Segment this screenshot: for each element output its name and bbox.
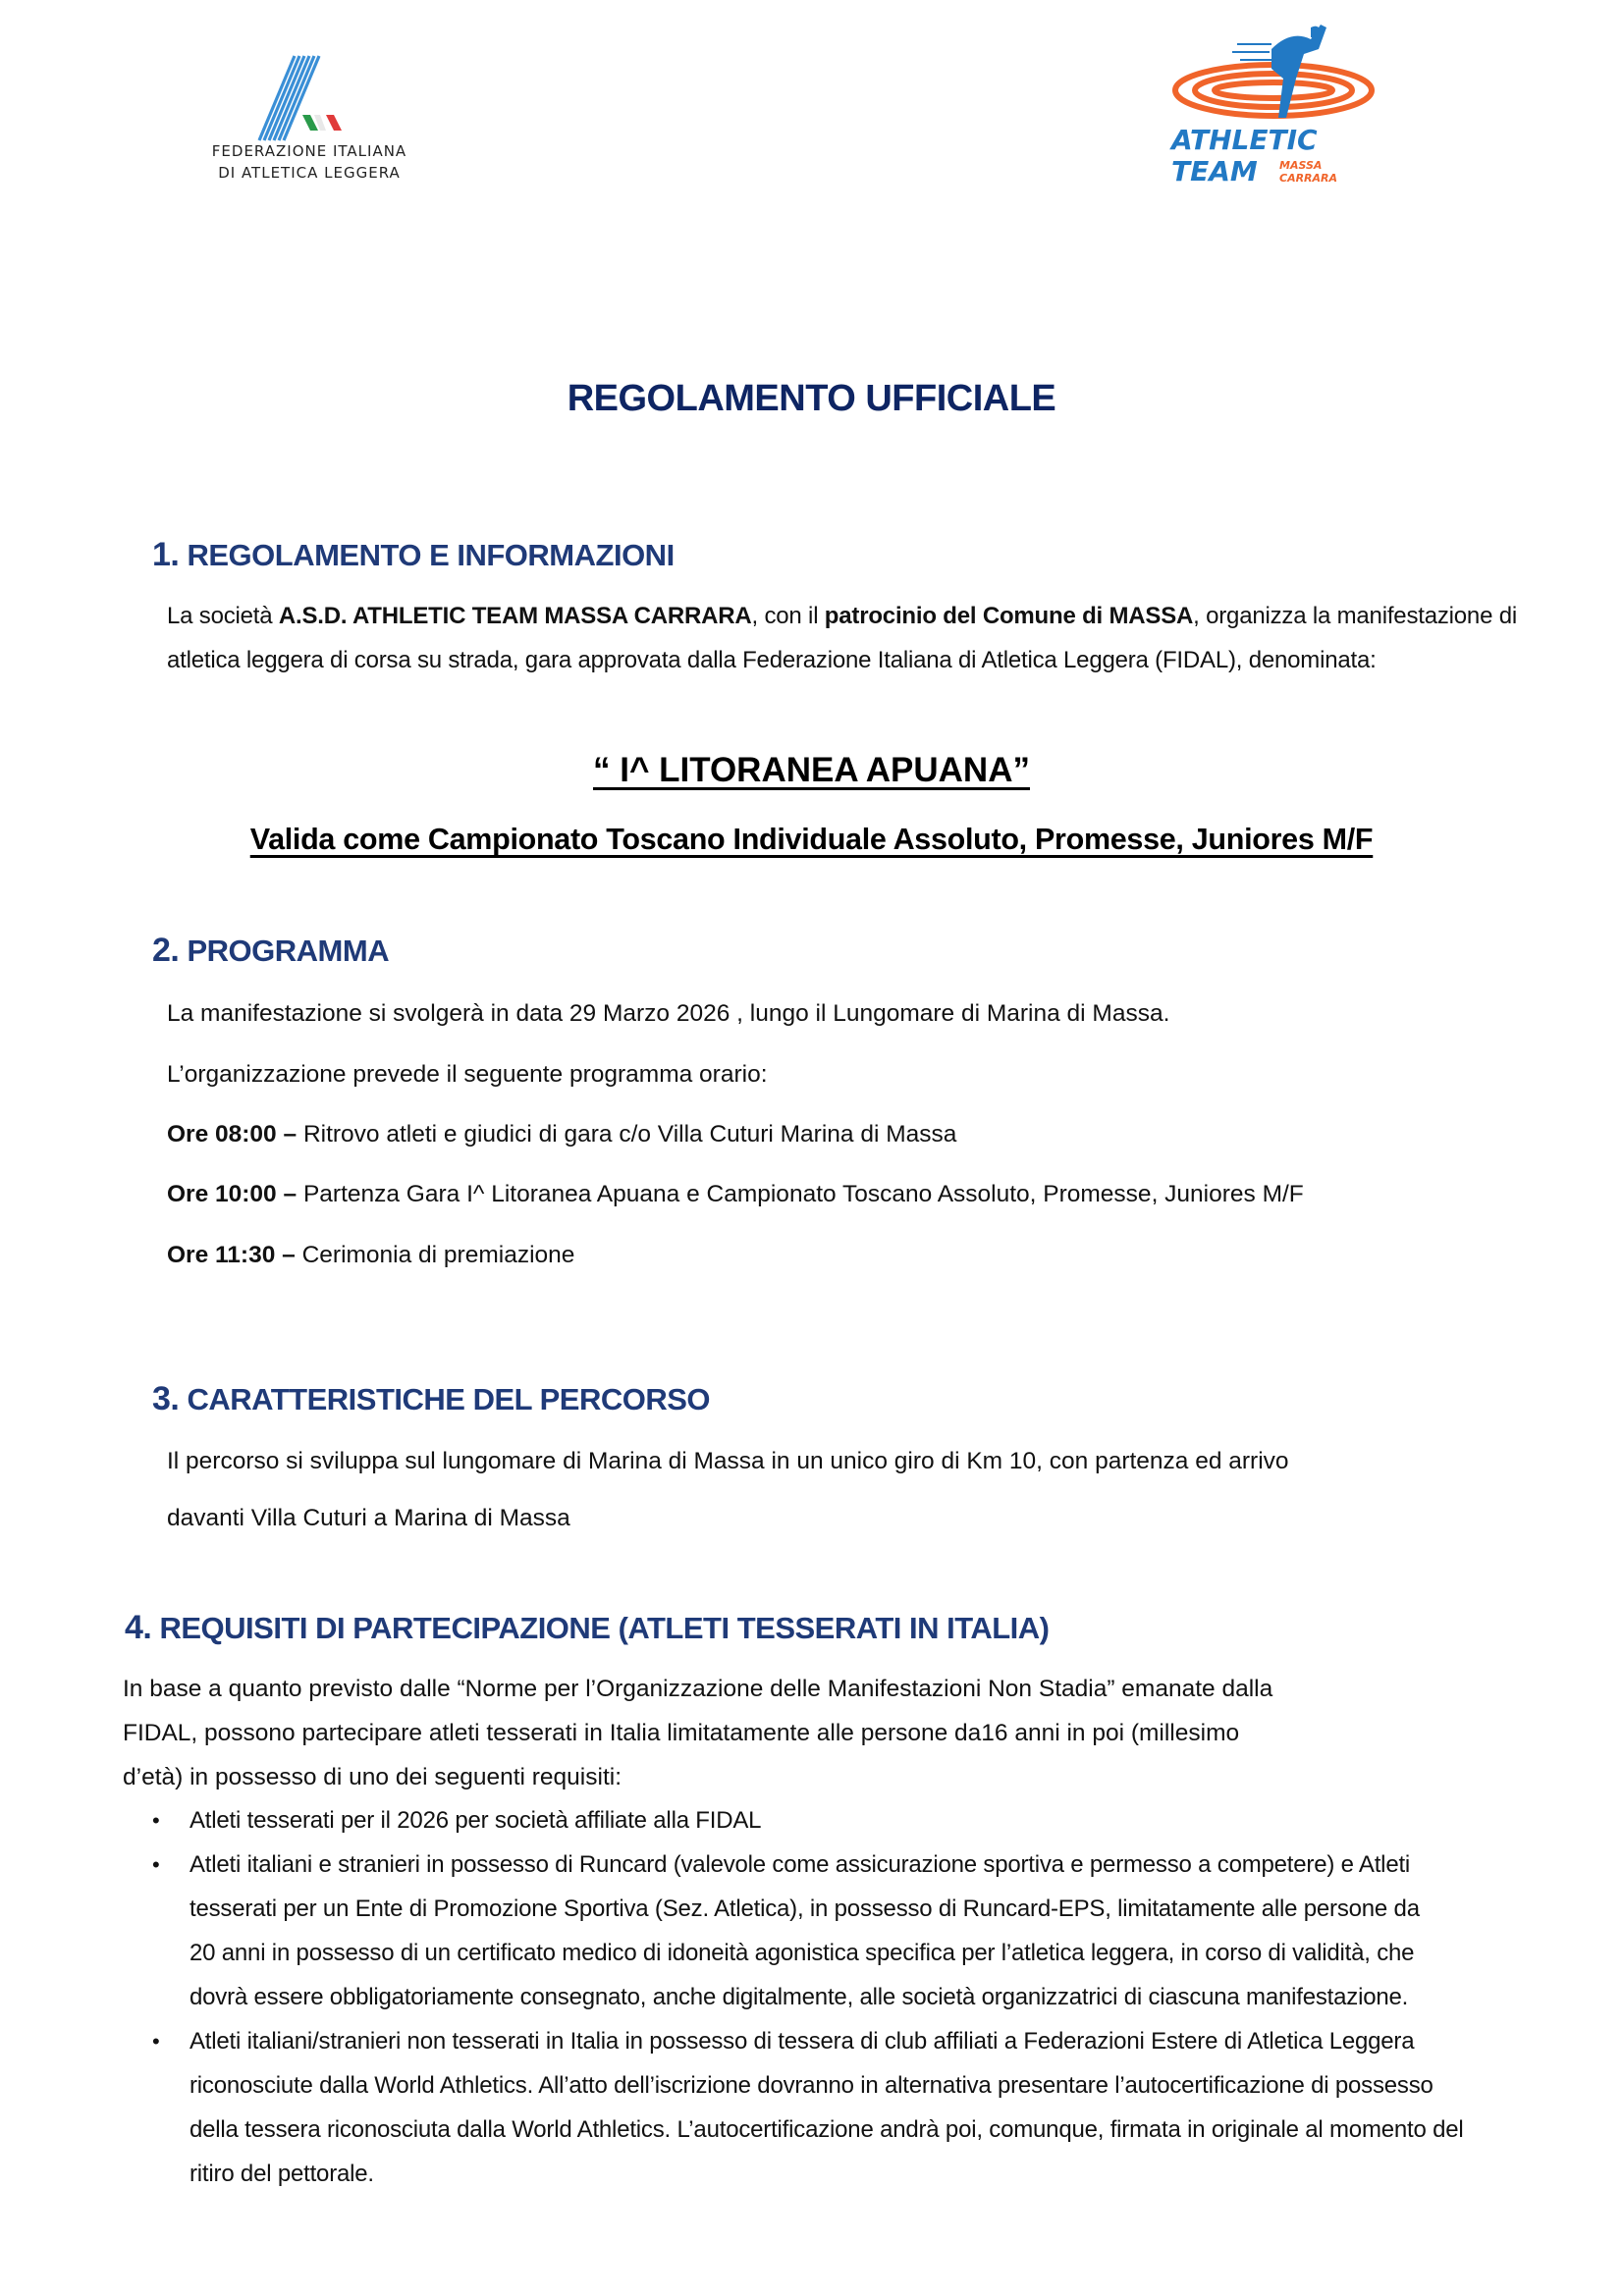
fidal-emblem-icon	[255, 54, 363, 142]
schedule-sep: –	[276, 1121, 303, 1148]
fidal-logo-line2: DI ATLETICA LEGGERA	[218, 164, 401, 182]
section-3-number: 3.	[152, 1380, 180, 1417]
section-2-heading	[152, 931, 389, 971]
patronage: patrocinio del Comune di MASSA	[824, 603, 1194, 629]
schedule-desc: Ritrovo atleti e giudici di gara c/o Villa Cuturi Marina di Massa	[302, 1121, 957, 1148]
schedule-item	[167, 1172, 1304, 1216]
requirement-item	[123, 1798, 1466, 1842]
schedule-time: Ore 10:00	[167, 1181, 277, 1207]
club-logo-sub2: CARRARA	[1279, 172, 1338, 185]
section-4-number: 4.	[125, 1609, 152, 1646]
schedule-sep: –	[275, 1242, 302, 1268]
requirement-item	[123, 2019, 1486, 2196]
s1-text-prefix: La società	[167, 603, 279, 629]
requirement-text: Atleti italiani/stranieri non tesserati in Italia in possesso di tessera di club affiliati a Federazioni Estere di Atletica Leggera riconosciute dalla World Athletics. All’atto dell’iscrizione dovranno in alternativa presentare l’autocertificazione di possesso della tessera riconosciuta dalla World Athletics. L’autocertificazione andrà poi, comunque, firmata in originale al momento del ritiro del pettorale.	[189, 2028, 1464, 2187]
schedule-item	[167, 1112, 956, 1156]
section-1-title: REGOLAMENTO E INFORMAZIONI	[187, 538, 675, 572]
requirements-intro-3: d’età) in possesso di uno dei seguenti requisiti:	[123, 1764, 622, 1790]
schedule-intro: L’organizzazione prevede il seguente programma orario:	[167, 1061, 768, 1088]
schedule-item	[167, 1233, 574, 1277]
requirement-text: Atleti tesserati per il 2026 per società affiliate alla FIDAL	[189, 1807, 762, 1834]
bullet-icon: •	[152, 2029, 160, 2054]
event-subtitle-text: Valida come Campionato Toscano Individuale Assoluto, Promesse, Juniores M/F	[249, 823, 1374, 856]
course-line-1: Il percorso si sviluppa sul lungomare di Marina di Massa in un unico giro di Km 10, con partenza ed arrivo	[167, 1448, 1289, 1474]
requirements-intro-2: FIDAL, possono partecipare atleti tesserati in Italia limitatamente alle persone da16 anni in poi (millesimo	[123, 1720, 1240, 1746]
section-4-title: REQUISITI DI PARTECIPAZIONE (ATLETI TESSERATI IN ITALIA)	[159, 1611, 1050, 1645]
section-3-title: CARATTERISTICHE DEL PERCORSO	[187, 1382, 711, 1416]
schedule-sep: –	[276, 1181, 303, 1207]
schedule-time: Ore 11:30	[167, 1242, 276, 1268]
section-2-number: 2.	[152, 932, 180, 969]
event-date-line: La manifestazione si svolgerà in data 29 Marzo 2026 , lungo il Lungomare di Marina di Massa.	[167, 1000, 1170, 1027]
event-subtitle	[0, 820, 1623, 859]
s1-text-rest: , organizza la manifestazione di atletica leggera di corsa su strada, gara approvata dalla Federazione Italiana di Atletica Leggera (FIDAL), denominata:	[167, 603, 1517, 673]
requirements-intro-1: In base a quanto previsto dalle “Norme per l’Organizzazione delle Manifestazioni Non Stadia” emanate dalla	[123, 1676, 1273, 1702]
schedule-time: Ore 08:00	[167, 1121, 277, 1148]
club-logo-line2: TEAM	[1171, 155, 1258, 187]
s1-text-mid: , con il	[751, 603, 825, 629]
organizer-name: A.S.D. ATHLETIC TEAM MASSA CARRARA	[278, 603, 752, 629]
requirement-text: Atleti italiani e stranieri in possesso di Runcard (valevole come assicurazione sportiva e permesso a competere) e Atleti tesserati per un Ente di Promozione Sportiva (Sez. Atletica), in possesso di Runcard-EPS, limitatamente alle persone da 20 anni in possesso di un certificato medico di idoneità agonistica specifica per l’atletica leggera, in corso di validità, che dovrà essere obbligatoriamente consegnato, anche digitalmente, alle società organizzatrici di ciascuna manifestazione.	[189, 1851, 1420, 2010]
fidal-logo	[182, 44, 437, 191]
section-4-heading	[125, 1608, 1050, 1648]
requirement-item	[123, 1842, 1451, 2019]
requirements-list	[123, 1798, 1478, 2196]
club-logo-line1: ATHLETIC	[1171, 124, 1318, 156]
athletic-team-logo	[1163, 20, 1389, 196]
schedule-desc: Cerimonia di premiazione	[301, 1242, 575, 1268]
schedule-desc: Partenza Gara I^ Litoranea Apuana e Campionato Toscano Assoluto, Promesse, Juniores M/F	[302, 1181, 1304, 1207]
section-1-paragraph	[167, 594, 1517, 682]
event-name-text: “ I^ LITORANEA APUANA”	[593, 751, 1030, 789]
event-name	[0, 749, 1623, 792]
section-1-number: 1.	[152, 536, 180, 573]
club-logo-sub1: MASSA	[1279, 159, 1323, 172]
fidal-logo-line1: FEDERAZIONE ITALIANA	[211, 142, 407, 160]
section-1-heading	[152, 535, 675, 575]
section-2-title: PROGRAMMA	[187, 934, 390, 968]
page-title: REGOLAMENTO UFFICIALE	[567, 378, 1056, 419]
bullet-icon: •	[152, 1808, 160, 1833]
runner-track-icon	[1163, 20, 1389, 123]
bullet-icon: •	[152, 1852, 160, 1877]
course-line-2: davanti Villa Cuturi a Marina di Massa	[167, 1505, 570, 1531]
section-3-heading	[152, 1379, 710, 1419]
club-logo-subtitle	[1279, 159, 1337, 185]
